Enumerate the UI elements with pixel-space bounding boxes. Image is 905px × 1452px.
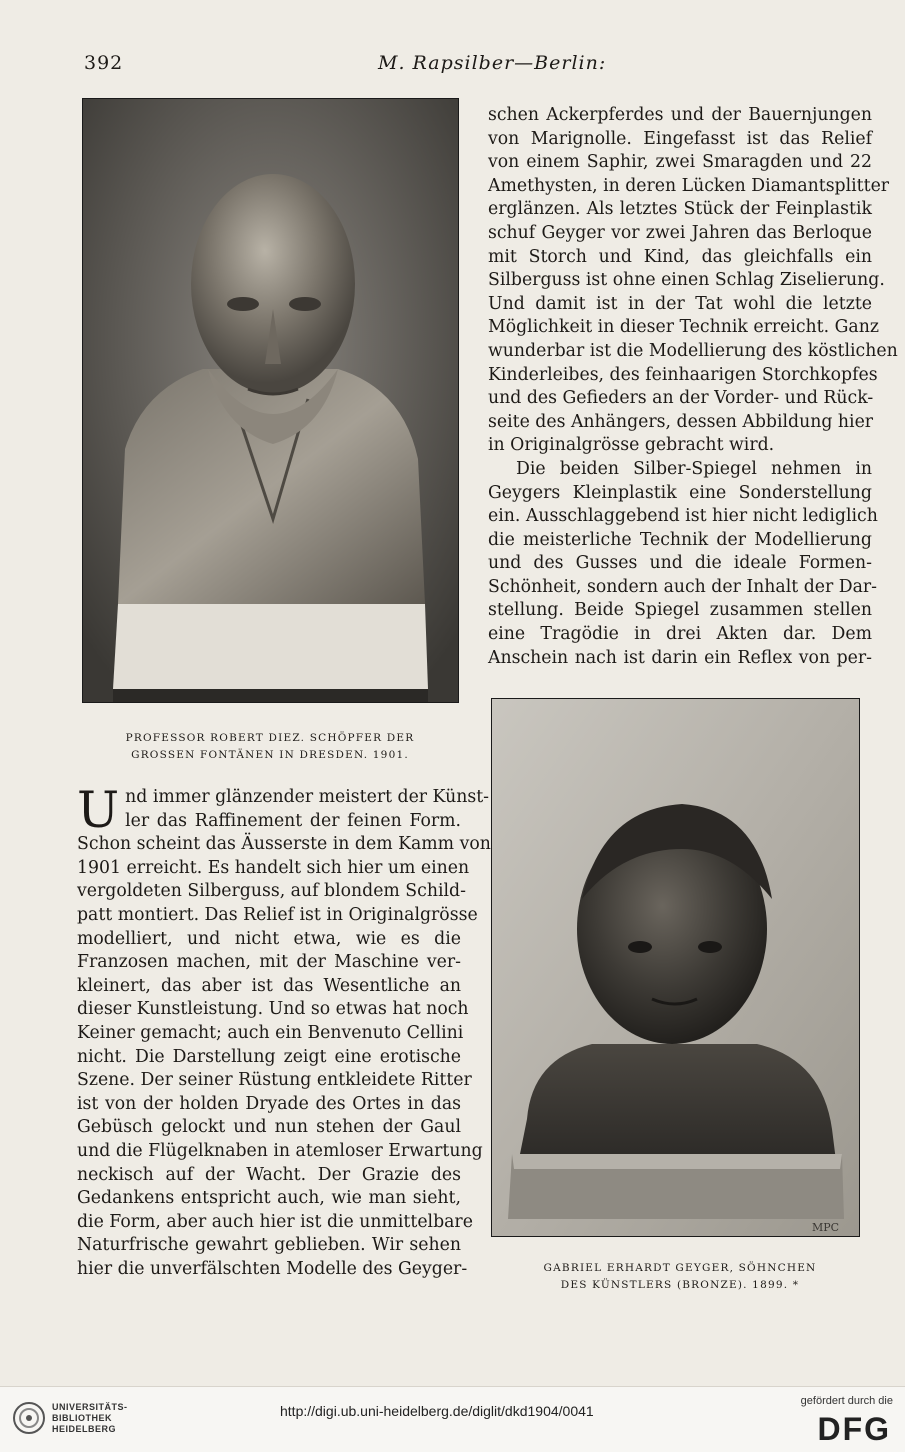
text-line: die meisterliche Technik der Modellierung bbox=[488, 529, 872, 550]
text-line: Schon scheint das Äusserste in dem Kamm von bbox=[77, 834, 491, 855]
text-line: in Originalgrösse gebracht wird. bbox=[488, 435, 775, 456]
running-head: M. Rapsilber—Berlin: bbox=[378, 52, 607, 74]
text-line: Schönheit, sondern auch der Inhalt der Dar- bbox=[488, 576, 878, 597]
text-line: kleinert, das aber ist das Wesentliche an bbox=[77, 975, 461, 996]
text-line: Und damit ist in der Tat wohl die letzte bbox=[488, 293, 872, 314]
text-line: Kinderleibes, des feinhaarigen Storchkopfes bbox=[488, 364, 878, 385]
library-logo-icon bbox=[12, 1401, 46, 1435]
text-line: Silberguss ist ohne einen Schlag Ziselierung. bbox=[488, 270, 885, 291]
text-line: Die beiden Silber-Spiegel nehmen in bbox=[516, 458, 872, 479]
text-line: Möglichkeit in dieser Technik erreicht. Ganz bbox=[488, 317, 879, 338]
text-line: Anschein nach ist darin ein Reflex von per- bbox=[488, 647, 872, 668]
left-text-column bbox=[77, 781, 491, 1281]
funding-label: gefördert durch die bbox=[800, 1395, 893, 1407]
text-line: nicht. Die Darstellung zeigt eine erotische bbox=[77, 1046, 461, 1067]
text-line: von Marignolle. Eingefasst ist das Relief bbox=[488, 128, 872, 149]
text-line: Franzosen machen, mit der Maschine ver- bbox=[77, 952, 461, 973]
bust-photo-robert-diez bbox=[82, 98, 459, 703]
text-line: ein. Ausschlaggebend ist hier nicht lediglich bbox=[488, 506, 878, 527]
caption-line: GROSSEN FONTÄNEN IN DRESDEN. 1901. bbox=[131, 749, 409, 761]
text-line: Szene. Der seiner Rüstung entkleidete Ritter bbox=[77, 1070, 472, 1091]
text-line: und die Flügelknaben in atemloser Erwartung bbox=[77, 1140, 483, 1161]
text-line: schuf Geyger vor zwei Jahren das Berloque bbox=[488, 222, 872, 243]
caption-line: DES KÜNSTLERS (BRONZE). 1899. * bbox=[560, 1279, 800, 1291]
photo-signature: MPC bbox=[812, 1221, 840, 1234]
text-line: nd immer glänzender meistert der Künst- bbox=[125, 787, 490, 807]
text-line: ler das Raffinement der feinen Form. bbox=[125, 810, 461, 831]
text-line: erglänzen. Als letztes Stück der Feinplastik bbox=[488, 199, 872, 220]
text-line: Amethysten, in deren Lücken Diamantsplitter bbox=[488, 175, 890, 196]
text-line: 1901 erreicht. Es handelt sich hier um einen bbox=[77, 857, 470, 878]
text-line: mit Storch und Kind, das gleichfalls ein bbox=[488, 246, 872, 267]
page-number: 392 bbox=[84, 52, 124, 74]
text-line: Keiner gemacht; auch ein Benvenuto Cellini bbox=[77, 1022, 464, 1043]
text-line: wunderbar ist die Modellierung des köstlichen bbox=[488, 340, 898, 361]
text-line: eine Tragödie in drei Akten dar. Dem bbox=[488, 624, 872, 645]
source-url-link[interactable]: http://digi.ub.uni-heidelberg.de/diglit/dkd1904/0041 bbox=[280, 1403, 594, 1419]
text-line: und des Gefieders an der Vorder- und Rück- bbox=[488, 388, 874, 409]
text-line: stellung. Beide Spiegel zusammen stellen bbox=[488, 600, 872, 621]
text-line: Gebüsch gelockt und nun stehen der Gaul bbox=[77, 1117, 461, 1138]
text-line: Geygers Kleinplastik eine Sonderstellung bbox=[488, 482, 872, 503]
text-line: hier die unverfälschten Modelle des Geyger- bbox=[77, 1258, 468, 1279]
text-line: patt montiert. Das Relief ist in Originalgrösse bbox=[77, 904, 478, 925]
library-name: UNIVERSITÄTS- BIBLIOTHEK HEIDELBERG bbox=[52, 1402, 128, 1434]
caption-line: PROFESSOR ROBERT DIEZ. SCHÖPFER DER bbox=[125, 732, 415, 744]
figure-2-caption bbox=[510, 1260, 850, 1294]
dfg-logo: DFG bbox=[817, 1411, 891, 1447]
text-line: neckisch auf der Wacht. Der Grazie des bbox=[77, 1164, 461, 1185]
bust-photo-child-bronze bbox=[491, 698, 860, 1237]
text-line: die Form, aber auch hier ist die unmittelbare bbox=[77, 1211, 473, 1232]
caption-line: GABRIEL ERHARDT GEYGER, SÖHNCHEN bbox=[543, 1262, 817, 1274]
text-line: Naturfrische gewahrt geblieben. Wir sehen bbox=[77, 1235, 461, 1256]
text-line: und des Gusses und die ideale Formen- bbox=[488, 553, 872, 574]
text-line: schen Ackerpferdes und der Bauernjungen bbox=[488, 105, 872, 125]
text-line: Gedankens entspricht auch, wie man sieht, bbox=[77, 1188, 461, 1209]
text-line: modelliert, und nicht etwa, wie es die bbox=[77, 928, 461, 949]
text-line: von einem Saphir, zwei Smaragden und 22 bbox=[488, 152, 872, 173]
text-line: seite des Anhängers, dessen Abbildung hier bbox=[488, 411, 874, 432]
digitization-footer bbox=[0, 1387, 905, 1452]
text-line: ist von der holden Dryade des Ortes in das bbox=[77, 1093, 461, 1114]
figure-1-caption bbox=[100, 730, 440, 764]
text-line: vergoldeten Silberguss, auf blondem Schild- bbox=[77, 881, 466, 902]
drop-cap: U bbox=[77, 781, 120, 839]
text-line: dieser Kunstleistung. Und so etwas hat noch bbox=[77, 999, 469, 1020]
right-text-column bbox=[488, 104, 898, 670]
